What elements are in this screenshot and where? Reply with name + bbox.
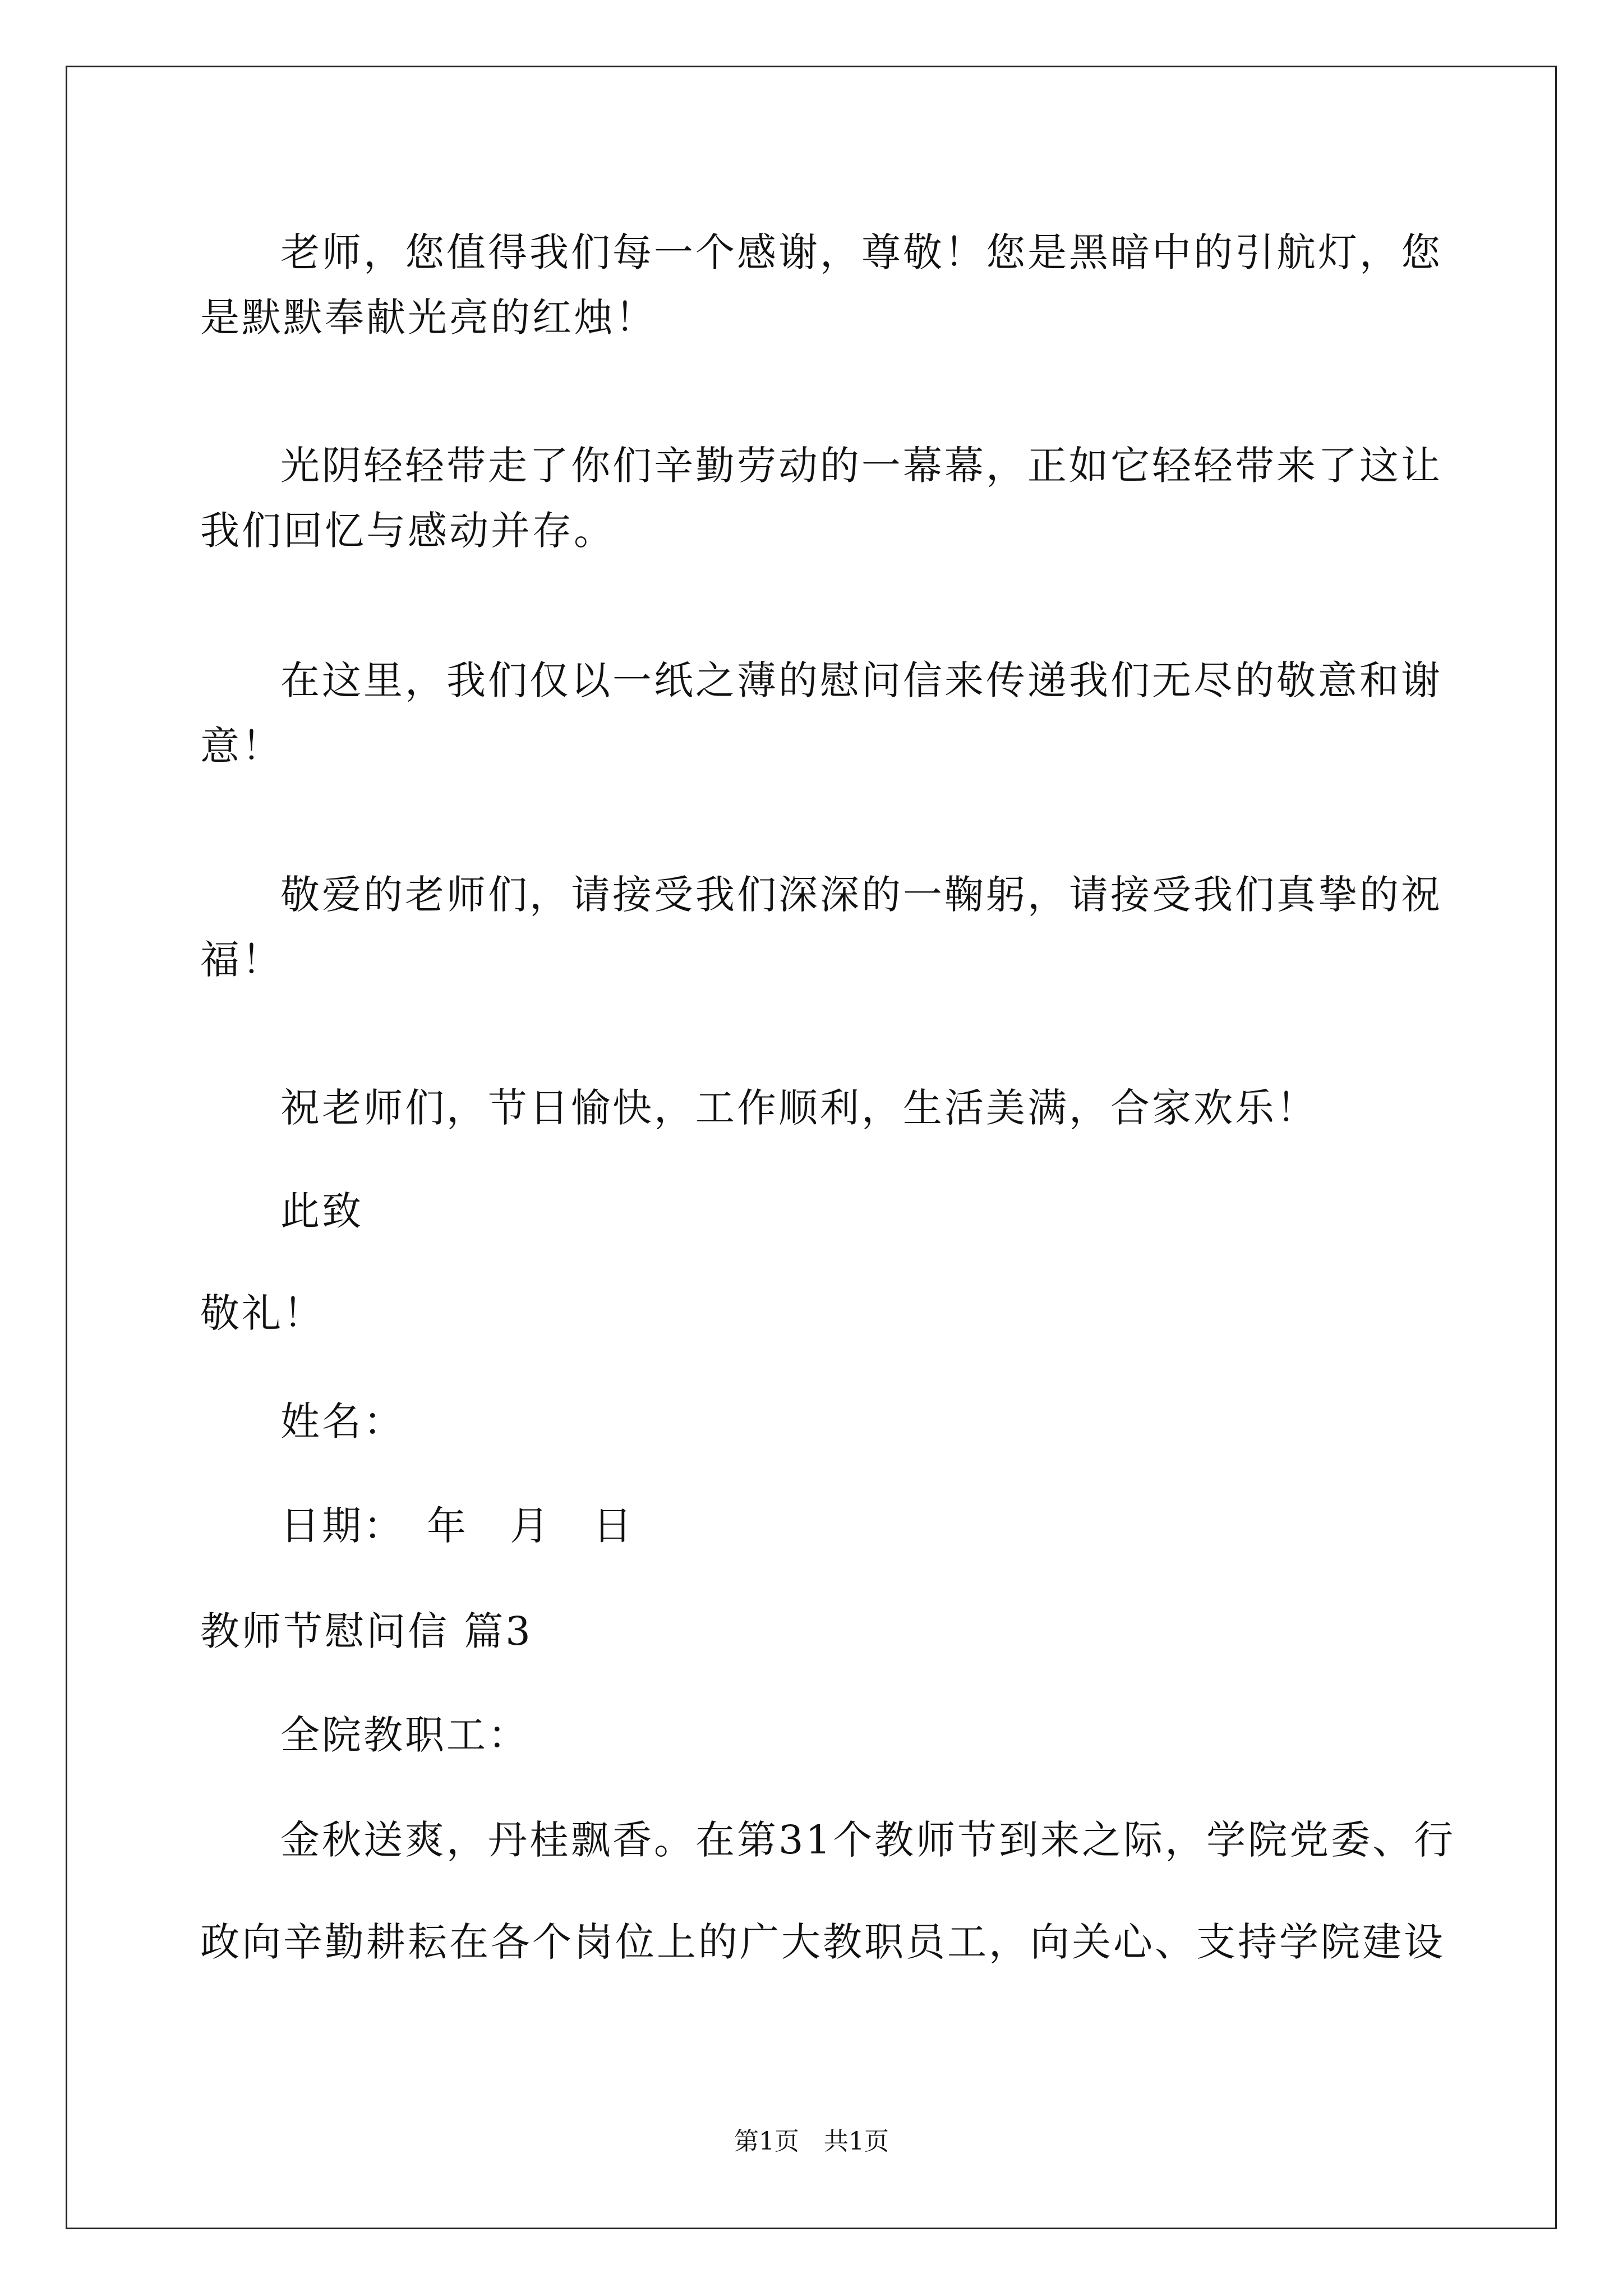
section-heading: 教师节慰问信 篇3 [200,1608,533,1654]
paragraph-line: 金秋送爽，丹桂飘香。在第31个教师节到来之际，学院党委、行 [280,1817,1456,1863]
closing-salutation: 此致 [280,1188,363,1234]
signature-date-label: 日期： 年 月 日 [280,1503,634,1549]
paragraph-line: 意！ [200,723,283,769]
paragraph-line: 光阴轻轻带走了你们辛勤劳动的一幕幕，正如它轻轻带来了这让 [280,443,1442,489]
page-border [66,66,1557,2229]
paragraph-line: 老师，您值得我们每一个感谢，尊敬！您是黑暗中的引航灯，您 [280,229,1442,275]
paragraph-line: 福！ [200,937,283,983]
paragraph-line: 敬爱的老师们，请接受我们深深的一鞠躬，请接受我们真挚的祝 [280,872,1442,918]
letter-addressee: 全院教职工： [280,1712,529,1758]
paragraph-line: 在这里，我们仅以一纸之薄的慰问信来传递我们无尽的敬意和谢 [280,657,1442,703]
page-footer: 第1页 共1页 [734,2127,889,2156]
signature-name-label: 姓名： [280,1398,405,1444]
paragraph-line: 政向辛勤耕耘在各个岗位上的广大教职员工，向关心、支持学院建设 [200,1919,1445,1965]
closing-regards: 敬礼！ [200,1290,325,1336]
paragraph-line: 我们回忆与感动并存。 [200,508,615,554]
paragraph-line: 祝老师们，节日愉快，工作顺利，生活美满，合家欢乐！ [280,1085,1318,1131]
paragraph-line: 是默默奉献光亮的红烛！ [200,295,657,341]
